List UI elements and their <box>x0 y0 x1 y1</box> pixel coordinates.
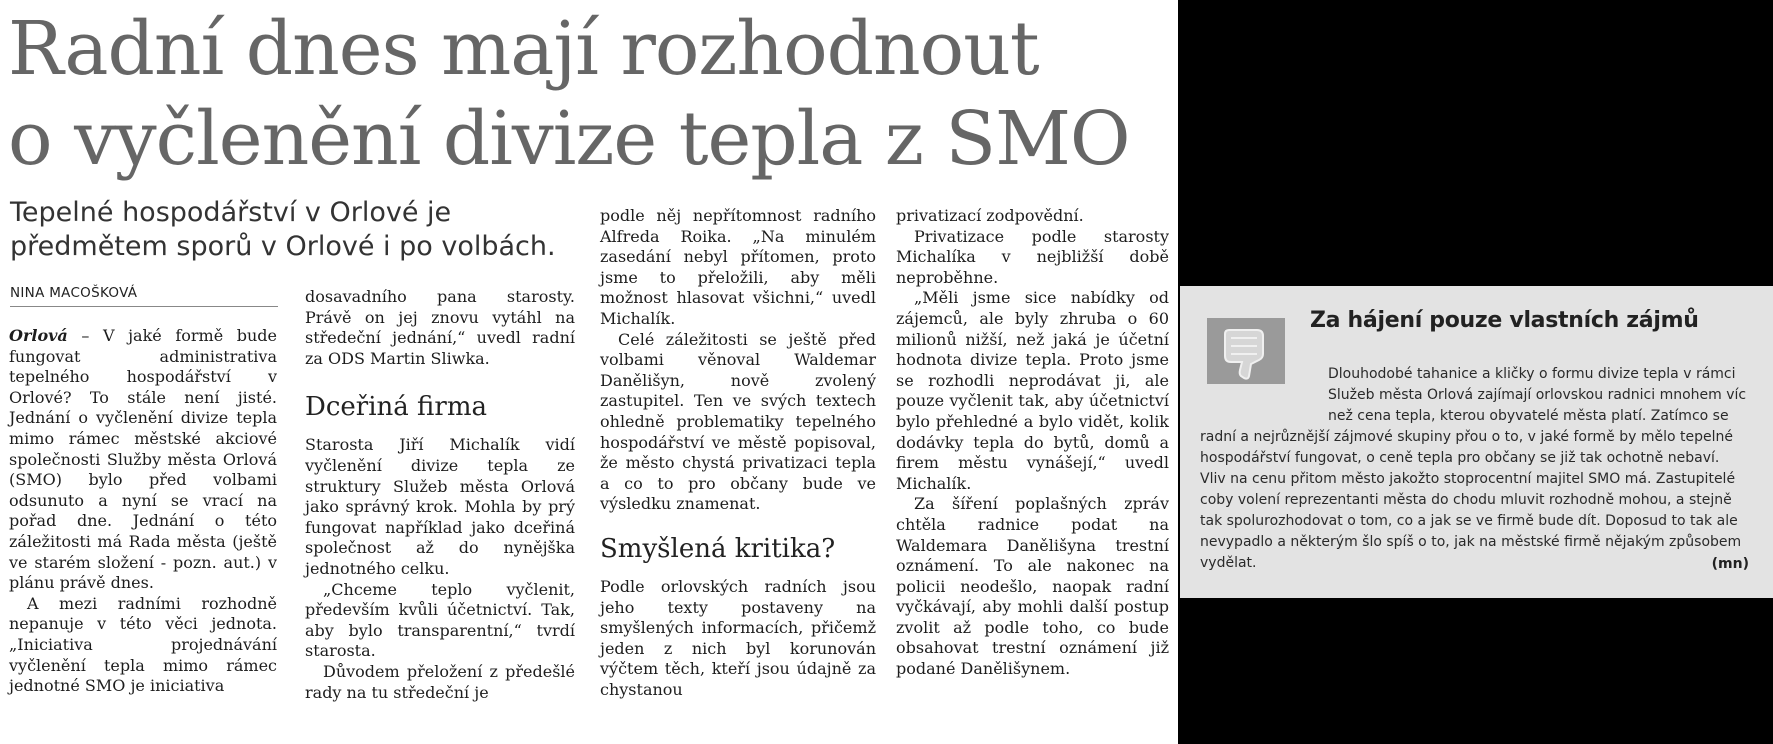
commentary-box <box>1180 286 1773 598</box>
byline: NINA MACOŠKOVÁ <box>10 285 278 307</box>
paragraph: Starosta Jiří Michalík vidí vyčlenění divize tepla ze struktury Služeb města Orlová jako správný krok. Mohla by prý fungovat například jako dceřiná společnost až do nynějška jednotného celku. <box>305 435 575 578</box>
box-title: Za hájení pouze vlastních zájmů <box>1310 308 1699 333</box>
headline-line-2: o vyčlenění divize tepla z SMO <box>8 96 1130 182</box>
paragraph: podle něj nepřítomnost radního Alfreda Roika. „Na minulém zasedání nebyl přítomen, proto jsme to přeložili, aby měli možnost hlasovat všichni,“ uvedl Michalík. <box>600 206 876 328</box>
icon-wrap-spacer <box>1200 364 1328 427</box>
article-column-3 <box>600 206 876 700</box>
paragraph: Důvodem přeložení z předešlé rady na tu středeční je <box>305 661 575 702</box>
dateline-location: Orlová <box>9 326 68 345</box>
subheading-daughter-company: Dceřiná firma <box>305 392 487 423</box>
paragraph: Privatizace podle starosty Michalíka v nejbližší době neproběhne. <box>896 226 1169 287</box>
paragraph: Podle orlovských radních jsou jeho texty postaveny na smyšlených informacích, přičemž jeden z nich byl korunován výčtem těch, kteří jsou údajně za chystanou <box>600 576 876 699</box>
paragraph <box>9 326 277 594</box>
lead-paragraph: Tepelné hospodářství v Orlové je předmětem sporů v Orlové i po volbách. <box>10 197 556 262</box>
article-column-1 <box>9 326 277 697</box>
paragraph: A mezi radními rozhodně nepanuje v této věci jednota. „Iniciativa projednávání vyčlenění tepla mimo rámec jednotné SMO je iniciativa <box>9 593 277 696</box>
paragraph: Celé záležitosti se ještě před volbami věnoval Waldemar Danělišyn, nově zvolený zastupitel. Ten ve svých textech ohledně problematiky tepelného hospodářství ve městě popisoval, že město chystá privatizaci tepla a co to pro občany bude ve výsledku znamenat. <box>600 329 876 514</box>
paragraph: „Chceme teplo vyčlenit, především kvůli účetnictví. Tak, aby bylo transparentní,“ tvrdí starosta. <box>305 579 575 661</box>
box-signature: (mn) <box>1711 556 1749 572</box>
box-text: Dlouhodobé tahanice a kličky o formu divize tepla v rámci Služeb města Orlová zajímají orlovskou radnici mnohem víc než cena tepla, kterou obyvatelé města platí. Zatímco se radní a nejrůznější zájmové skupiny přou o to, v jaké formě by mělo tepelné hospodářství fungovat, o ceně tepla pro občany se již tak ochotně nebaví. Vliv na cenu přitom město jakožto stoprocentní majitel SMO má. Zastupitelé coby volení reprezentanti města do chodu mluvit rozhodně mohou, a stejně tak spolurozhodovat o tom, co a jak se ve firmě bude dít. Doposud to tak ale nevypadlo a některým šlo spíš o to, jak na městské firmě nějakým způsobem vydělat. <box>1200 366 1747 571</box>
subheading-fabricated-criticism: Smyšlená kritika? <box>600 533 836 564</box>
paragraph-text: – V jaké formě bude fungovat administrativa tepelného hospodářství v Orlové? To stále není jisté. Jednání o vyčlenění divize tepla mimo rámec městské akciové společnosti Služby města Orlová (SMO) bylo před volbami odsunuto a nyní se vrací na pořad dne. Jednání o této záležitosti má Rada města (ještě ve starém složení - pozn. aut.) v plánu právě dnes. <box>9 326 277 593</box>
paragraph: „Měli jsme sice nabídky od zájemců, ale byly zhruba o 60 milionů nižší, než jaká je účetní hodnota divize tepla. Proto jsme se rozhodli neprodávat ji, ale pouze vyčlenit tak, aby účetnictví bylo přehledné a bylo vidět, kolik dodávky tepla do bytů, domů a firem městu vynášejí,“ uvedl Michalík. <box>896 288 1169 493</box>
headline-line-1: Radní dnes mají rozhodnout <box>8 6 1039 92</box>
paragraph: dosavadního pana starosty. Právě on jej znovu vytáhl na středeční jednání,“ uvedl radní za ODS Martin Sliwka. <box>305 287 575 368</box>
article-column-4 <box>896 206 1169 680</box>
article-column-2 <box>305 287 575 703</box>
paragraph: Za šíření poplašných zpráv chtěla radnice podat na Waldemara Danělišyna trestní oznámení. To ale nakonec na policii neodešlo, naopak radní vyčkávají, aby mohli další postup zvolit až podle toho, co bude obsahovat trestní oznámení již podané Danělišynem. <box>896 494 1169 679</box>
box-text-block <box>1200 364 1747 574</box>
paragraph: privatizací zodpovědní. <box>896 206 1084 225</box>
